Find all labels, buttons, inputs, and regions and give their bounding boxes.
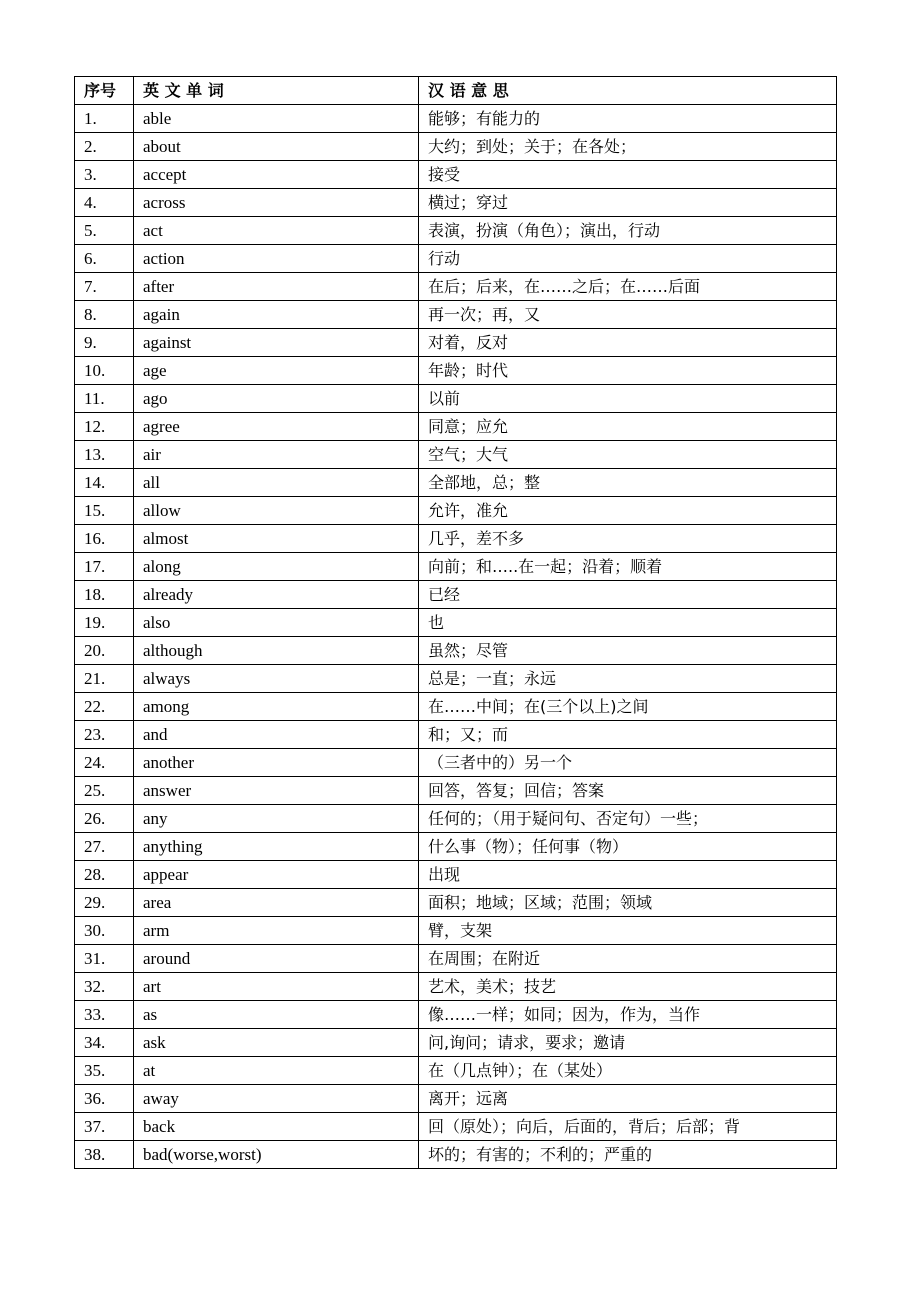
english-word: ask bbox=[134, 1029, 419, 1057]
chinese-meaning: 臂，支架 bbox=[419, 917, 837, 945]
row-number: 36. bbox=[75, 1085, 134, 1113]
chinese-meaning: 在后；后来，在……之后；在……后面 bbox=[419, 273, 837, 301]
chinese-meaning: 在（几点钟）；在（某处） bbox=[419, 1057, 837, 1085]
chinese-meaning: 行动 bbox=[419, 245, 837, 273]
table-row bbox=[75, 973, 837, 1001]
row-number: 22. bbox=[75, 693, 134, 721]
chinese-meaning: 再一次；再，又 bbox=[419, 301, 837, 329]
table-row bbox=[75, 301, 837, 329]
table-row bbox=[75, 777, 837, 805]
row-number: 17. bbox=[75, 553, 134, 581]
row-number: 15. bbox=[75, 497, 134, 525]
table-row bbox=[75, 329, 837, 357]
table-row bbox=[75, 1057, 837, 1085]
table-row bbox=[75, 861, 837, 889]
row-number: 14. bbox=[75, 469, 134, 497]
english-word: at bbox=[134, 1057, 419, 1085]
header-chinese-meaning: 汉 语 意 思 bbox=[419, 77, 837, 105]
table-row bbox=[75, 525, 837, 553]
row-number: 19. bbox=[75, 609, 134, 637]
chinese-meaning: 几乎，差不多 bbox=[419, 525, 837, 553]
table-row bbox=[75, 1001, 837, 1029]
header-row bbox=[75, 77, 837, 105]
table-row bbox=[75, 273, 837, 301]
chinese-meaning: 空气；大气 bbox=[419, 441, 837, 469]
row-number: 24. bbox=[75, 749, 134, 777]
row-number: 6. bbox=[75, 245, 134, 273]
table-row bbox=[75, 469, 837, 497]
chinese-meaning: 离开；远离 bbox=[419, 1085, 837, 1113]
english-word: always bbox=[134, 665, 419, 693]
english-word: back bbox=[134, 1113, 419, 1141]
chinese-meaning: 回答，答复；回信；答案 bbox=[419, 777, 837, 805]
english-word: and bbox=[134, 721, 419, 749]
english-word: act bbox=[134, 217, 419, 245]
row-number: 32. bbox=[75, 973, 134, 1001]
chinese-meaning: 已经 bbox=[419, 581, 837, 609]
english-word: accept bbox=[134, 161, 419, 189]
chinese-meaning: 对着，反对 bbox=[419, 329, 837, 357]
english-word: again bbox=[134, 301, 419, 329]
table-row bbox=[75, 693, 837, 721]
chinese-meaning: 任何的；（用于疑问句、否定句）一些； bbox=[419, 805, 837, 833]
table-row bbox=[75, 1113, 837, 1141]
chinese-meaning: 总是；一直；永远 bbox=[419, 665, 837, 693]
row-number: 28. bbox=[75, 861, 134, 889]
chinese-meaning: 虽然；尽管 bbox=[419, 637, 837, 665]
row-number: 27. bbox=[75, 833, 134, 861]
table-row bbox=[75, 497, 837, 525]
row-number: 38. bbox=[75, 1141, 134, 1169]
english-word: all bbox=[134, 469, 419, 497]
chinese-meaning: 表演，扮演（角色）；演出，行动 bbox=[419, 217, 837, 245]
english-word: along bbox=[134, 553, 419, 581]
table-row bbox=[75, 581, 837, 609]
table-row bbox=[75, 721, 837, 749]
chinese-meaning: 像……一样；如同；因为，作为，当作 bbox=[419, 1001, 837, 1029]
chinese-meaning: 大约；到处；关于；在各处； bbox=[419, 133, 837, 161]
english-word: art bbox=[134, 973, 419, 1001]
row-number: 1. bbox=[75, 105, 134, 133]
table-row bbox=[75, 105, 837, 133]
row-number: 3. bbox=[75, 161, 134, 189]
table-row bbox=[75, 385, 837, 413]
header-english-word: 英 文 单 词 bbox=[134, 77, 419, 105]
english-word: agree bbox=[134, 413, 419, 441]
english-word: action bbox=[134, 245, 419, 273]
chinese-meaning: 什么事（物）；任何事（物） bbox=[419, 833, 837, 861]
table-row bbox=[75, 665, 837, 693]
chinese-meaning: 和；又；而 bbox=[419, 721, 837, 749]
english-word: although bbox=[134, 637, 419, 665]
table-row bbox=[75, 833, 837, 861]
table-header bbox=[75, 77, 837, 105]
row-number: 35. bbox=[75, 1057, 134, 1085]
row-number: 21. bbox=[75, 665, 134, 693]
english-word: anything bbox=[134, 833, 419, 861]
chinese-meaning: 能够；有能力的 bbox=[419, 105, 837, 133]
table-row bbox=[75, 1141, 837, 1169]
chinese-meaning: 艺术，美术；技艺 bbox=[419, 973, 837, 1001]
table-row bbox=[75, 245, 837, 273]
row-number: 2. bbox=[75, 133, 134, 161]
row-number: 5. bbox=[75, 217, 134, 245]
chinese-meaning: 以前 bbox=[419, 385, 837, 413]
row-number: 20. bbox=[75, 637, 134, 665]
table-row bbox=[75, 553, 837, 581]
table-row bbox=[75, 805, 837, 833]
chinese-meaning: 同意；应允 bbox=[419, 413, 837, 441]
row-number: 26. bbox=[75, 805, 134, 833]
row-number: 18. bbox=[75, 581, 134, 609]
english-word: across bbox=[134, 189, 419, 217]
table-row bbox=[75, 357, 837, 385]
table-row bbox=[75, 133, 837, 161]
row-number: 33. bbox=[75, 1001, 134, 1029]
table-row bbox=[75, 161, 837, 189]
english-word: area bbox=[134, 889, 419, 917]
table-row bbox=[75, 889, 837, 917]
chinese-meaning: 全部地，总；整 bbox=[419, 469, 837, 497]
english-word: bad(worse,worst) bbox=[134, 1141, 419, 1169]
english-word: able bbox=[134, 105, 419, 133]
chinese-meaning: 接受 bbox=[419, 161, 837, 189]
english-word: arm bbox=[134, 917, 419, 945]
row-number: 4. bbox=[75, 189, 134, 217]
english-word: another bbox=[134, 749, 419, 777]
chinese-meaning: 面积；地域；区域；范围；领域 bbox=[419, 889, 837, 917]
chinese-meaning: 回（原处）；向后，后面的，背后；后部；背 bbox=[419, 1113, 837, 1141]
header-number: 序号 bbox=[75, 77, 134, 105]
table-row bbox=[75, 413, 837, 441]
chinese-meaning: 出现 bbox=[419, 861, 837, 889]
chinese-meaning: 年龄；时代 bbox=[419, 357, 837, 385]
row-number: 31. bbox=[75, 945, 134, 973]
english-word: any bbox=[134, 805, 419, 833]
row-number: 9. bbox=[75, 329, 134, 357]
table-row bbox=[75, 609, 837, 637]
english-word: also bbox=[134, 609, 419, 637]
english-word: about bbox=[134, 133, 419, 161]
row-number: 37. bbox=[75, 1113, 134, 1141]
english-word: air bbox=[134, 441, 419, 469]
table-row bbox=[75, 749, 837, 777]
row-number: 11. bbox=[75, 385, 134, 413]
row-number: 30. bbox=[75, 917, 134, 945]
table-row bbox=[75, 441, 837, 469]
chinese-meaning: 问,询问；请求，要求；邀请 bbox=[419, 1029, 837, 1057]
chinese-meaning: 在……中间；在(三个以上)之间 bbox=[419, 693, 837, 721]
table-row bbox=[75, 637, 837, 665]
table-row bbox=[75, 189, 837, 217]
english-word: among bbox=[134, 693, 419, 721]
english-word: ago bbox=[134, 385, 419, 413]
chinese-meaning: （三者中的）另一个 bbox=[419, 749, 837, 777]
table-row bbox=[75, 917, 837, 945]
row-number: 12. bbox=[75, 413, 134, 441]
english-word: almost bbox=[134, 525, 419, 553]
vocabulary-table bbox=[74, 76, 837, 1169]
chinese-meaning: 也 bbox=[419, 609, 837, 637]
english-word: against bbox=[134, 329, 419, 357]
row-number: 34. bbox=[75, 1029, 134, 1057]
english-word: after bbox=[134, 273, 419, 301]
english-word: answer bbox=[134, 777, 419, 805]
table-row bbox=[75, 1085, 837, 1113]
english-word: around bbox=[134, 945, 419, 973]
chinese-meaning: 坏的；有害的；不利的；严重的 bbox=[419, 1141, 837, 1169]
row-number: 16. bbox=[75, 525, 134, 553]
row-number: 29. bbox=[75, 889, 134, 917]
table-body bbox=[75, 105, 837, 1169]
english-word: age bbox=[134, 357, 419, 385]
row-number: 10. bbox=[75, 357, 134, 385]
row-number: 8. bbox=[75, 301, 134, 329]
row-number: 7. bbox=[75, 273, 134, 301]
row-number: 23. bbox=[75, 721, 134, 749]
english-word: appear bbox=[134, 861, 419, 889]
row-number: 13. bbox=[75, 441, 134, 469]
chinese-meaning: 向前；和…..在一起；沿着；顺着 bbox=[419, 553, 837, 581]
english-word: allow bbox=[134, 497, 419, 525]
chinese-meaning: 允许，准允 bbox=[419, 497, 837, 525]
table-row bbox=[75, 945, 837, 973]
table-row bbox=[75, 1029, 837, 1057]
english-word: as bbox=[134, 1001, 419, 1029]
english-word: away bbox=[134, 1085, 419, 1113]
table-row bbox=[75, 217, 837, 245]
english-word: already bbox=[134, 581, 419, 609]
chinese-meaning: 在周围；在附近 bbox=[419, 945, 837, 973]
chinese-meaning: 横过；穿过 bbox=[419, 189, 837, 217]
row-number: 25. bbox=[75, 777, 134, 805]
